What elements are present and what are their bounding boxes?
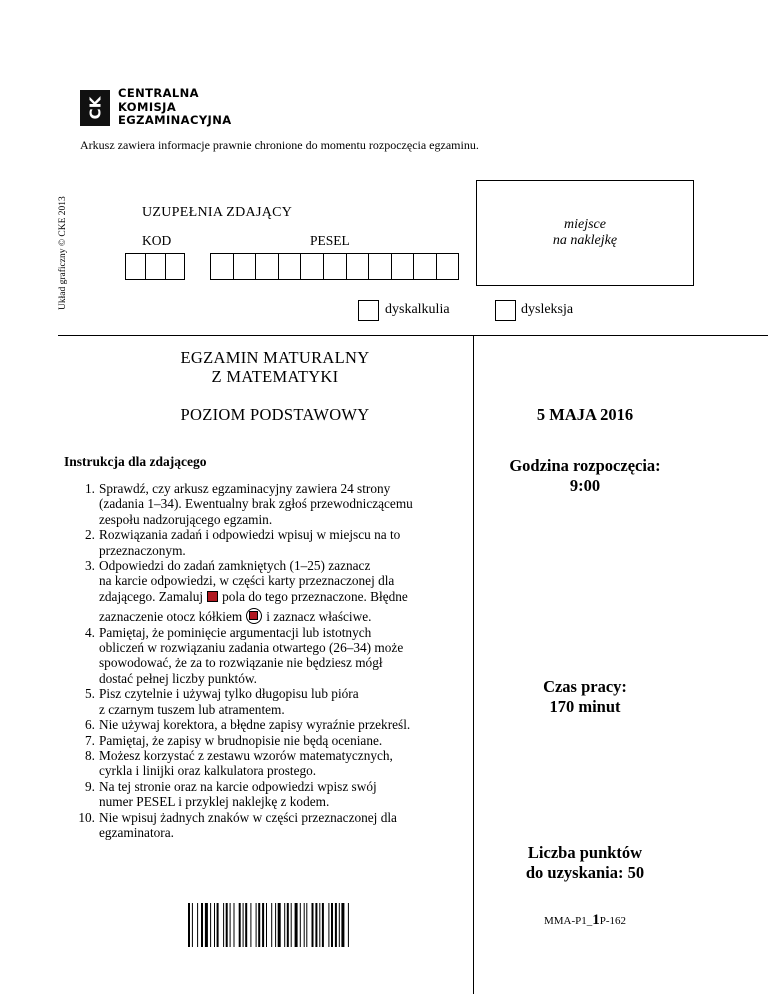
barcode-bar bbox=[243, 903, 244, 947]
cke-logo-letters: CK bbox=[85, 96, 104, 120]
barcode-bar bbox=[234, 903, 235, 947]
instruction-item: 4. Pamiętaj, że pominięcie argumentacji lub istotnych obliczeń w rozwiązaniu zadania otwartego (26–34) może spowodować, że za to rozwiązanie nie będziesz mógł dostać pełnej liczby punktów. bbox=[85, 624, 404, 686]
barcode-bar bbox=[331, 903, 333, 947]
barcode-bar bbox=[312, 903, 314, 947]
barcode-bar bbox=[278, 903, 281, 947]
duration-block bbox=[476, 677, 694, 716]
exam-code-digit: 1 bbox=[592, 912, 600, 928]
cke-logo-text bbox=[118, 87, 232, 128]
instruction-item: 2. Rozwiązania zadań i odpowiedzi wpisuj w miejscu na to przeznaczonym. bbox=[85, 527, 401, 558]
start-time-value: 9:00 bbox=[569, 475, 601, 495]
dyskalkulia-label: dyskalkulia bbox=[385, 302, 450, 317]
barcode-bar bbox=[258, 903, 260, 947]
exam-title-line-1: EGZAMIN MATURALNY bbox=[180, 348, 370, 367]
barcode-bar bbox=[300, 903, 301, 947]
dyskalkulia-checkbox[interactable] bbox=[358, 300, 379, 321]
horizontal-divider bbox=[58, 335, 768, 336]
instruction-item: 6. Nie używaj korektora, a błędne zapisy wyraźnie przekreśl. bbox=[85, 717, 411, 733]
kod-digit-box[interactable] bbox=[165, 253, 185, 280]
pesel-digit-box[interactable] bbox=[413, 253, 436, 280]
barcode-bar bbox=[226, 903, 228, 947]
exam-title-line-2: Z MATEMATYKI bbox=[211, 367, 339, 386]
sticker-line-2: na naklejkę bbox=[552, 233, 618, 248]
barcode-bar bbox=[214, 903, 215, 947]
barcode-bar bbox=[250, 903, 251, 947]
circled-square-icon bbox=[246, 608, 262, 624]
barcode-bar bbox=[328, 903, 329, 947]
barcode-bar bbox=[284, 903, 285, 947]
kod-digit-box[interactable] bbox=[125, 253, 145, 280]
barcode-bar bbox=[239, 903, 241, 947]
duration-label: Czas pracy: bbox=[543, 677, 627, 696]
instruction-item: 1. Sprawdź, czy arkusz egzaminacyjny zawiera 24 strony (zadania 1–34). Ewentualny brak zgłoś przewodniczącemu zespołu nadzorującego egzamin. bbox=[85, 481, 413, 527]
candidate-fill-heading: UZUPEŁNIA ZDAJĄCY bbox=[142, 205, 293, 220]
exam-code-prefix: MMA-P1_ bbox=[543, 915, 593, 927]
barcode-bar bbox=[271, 903, 272, 947]
kod-digit-box[interactable] bbox=[145, 253, 165, 280]
barcode-bar bbox=[304, 903, 305, 947]
barcode-bar bbox=[192, 903, 193, 947]
points-label: Liczba punktów bbox=[527, 843, 643, 862]
exam-level: POZIOM PODSTAWOWY bbox=[180, 405, 370, 424]
barcode-bar bbox=[322, 903, 324, 947]
instruction-item: 8. Możesz korzystać z zestawu wzorów matematycznych, cyrkla i linijki oraz kalkulatora prostego. bbox=[85, 747, 393, 779]
barcode-bar bbox=[217, 903, 219, 947]
barcode-bar bbox=[287, 903, 289, 947]
exam-code-suffix: P-162 bbox=[599, 915, 627, 927]
logo-line-2: KOMISJA bbox=[118, 99, 177, 114]
instruction-item: 7. Pamiętaj, że zapisy w brudnopisie nie będą oceniane. bbox=[85, 732, 383, 748]
barcode-bar bbox=[266, 903, 267, 947]
sticker-line-1: miejsce bbox=[564, 217, 606, 232]
instructions-list bbox=[64, 481, 474, 840]
start-time-label: Godzina rozpoczęcia: bbox=[509, 456, 661, 475]
instruction-item: 10. Nie wpisuj żadnych znaków w części przeznaczonej dla egzaminatora. bbox=[78, 809, 397, 840]
confidentiality-notice: Arkusz zawiera informacje prawnie chronione do momentu rozpoczęcia egzaminu. bbox=[80, 138, 479, 152]
barcode-bar bbox=[197, 903, 198, 947]
sticker-area bbox=[476, 180, 694, 286]
filled-square-icon bbox=[207, 591, 218, 602]
barcode-bar bbox=[210, 903, 211, 947]
pesel-input-boxes[interactable] bbox=[210, 253, 459, 280]
exam-code bbox=[476, 912, 694, 929]
start-time-block bbox=[476, 456, 694, 495]
pesel-digit-box[interactable] bbox=[346, 253, 369, 280]
barcode-bar bbox=[341, 903, 344, 947]
barcode-bar bbox=[335, 903, 337, 947]
instruction-item: 9. Na tej stronie oraz na karcie odpowiedzi wpisz swój numer PESEL i przyklej naklejkę z kodem. bbox=[85, 778, 377, 810]
pesel-digit-box[interactable] bbox=[300, 253, 323, 280]
pesel-digit-box[interactable] bbox=[278, 253, 301, 280]
kod-input-boxes[interactable] bbox=[125, 253, 185, 280]
instructions-title: Instrukcja dla zdającego bbox=[64, 454, 207, 469]
instruction-item: 3. Odpowiedzi do zadań zamkniętych (1–25) zaznacz na karcie odpowiedzi, w części karty przeznaczonej dla zdającego. Zamaluj pola do tego przeznaczone. Błędne zaznaczenie otocz kółkiem i zaznacz właściwe. bbox=[85, 558, 408, 625]
points-value: do uzyskania: 50 bbox=[525, 862, 645, 882]
graphic-credit: Układ graficzny © CKE 2013 bbox=[58, 196, 68, 310]
exam-title bbox=[80, 348, 470, 386]
pesel-digit-box[interactable] bbox=[233, 253, 256, 280]
dysleksja-label: dysleksja bbox=[521, 302, 574, 317]
barcode-bar bbox=[348, 903, 349, 947]
barcode-bar bbox=[319, 903, 320, 947]
barcode-bar bbox=[205, 903, 208, 947]
barcode-bar bbox=[230, 903, 231, 947]
barcode-bar bbox=[223, 903, 224, 947]
barcode-bar bbox=[291, 903, 292, 947]
pesel-digit-box[interactable] bbox=[368, 253, 391, 280]
logo-line-3: EGZAMINACYJNA bbox=[118, 113, 232, 127]
duration-value: 170 minut bbox=[549, 696, 621, 716]
pesel-digit-box[interactable] bbox=[436, 253, 459, 280]
barcode-bar bbox=[295, 903, 298, 947]
dysleksja-checkbox[interactable] bbox=[495, 300, 516, 321]
barcode-bar bbox=[245, 903, 247, 947]
exam-date: 5 MAJA 2016 bbox=[536, 405, 634, 424]
pesel-digit-box[interactable] bbox=[255, 253, 278, 280]
barcode-bar bbox=[256, 903, 257, 947]
barcode-bar bbox=[315, 903, 317, 947]
barcode-bar bbox=[201, 903, 203, 947]
pesel-digit-box[interactable] bbox=[391, 253, 414, 280]
points-block bbox=[476, 843, 694, 882]
barcode-bar bbox=[306, 903, 307, 947]
barcode-bar bbox=[262, 903, 264, 947]
pesel-digit-box[interactable] bbox=[323, 253, 346, 280]
pesel-digit-box[interactable] bbox=[210, 253, 233, 280]
barcode-bar bbox=[339, 903, 340, 947]
kod-label: KOD bbox=[142, 233, 172, 248]
barcode-bar bbox=[188, 903, 190, 947]
instruction-item: 5. Pisz czytelnie i używaj tylko długopisu lub pióra z czarnym tuszem lub atramentem. bbox=[85, 686, 359, 717]
logo-line-1: CENTRALNA bbox=[118, 86, 199, 100]
barcode bbox=[188, 903, 388, 947]
barcode-bar bbox=[275, 903, 276, 947]
pesel-label: PESEL bbox=[310, 233, 350, 248]
